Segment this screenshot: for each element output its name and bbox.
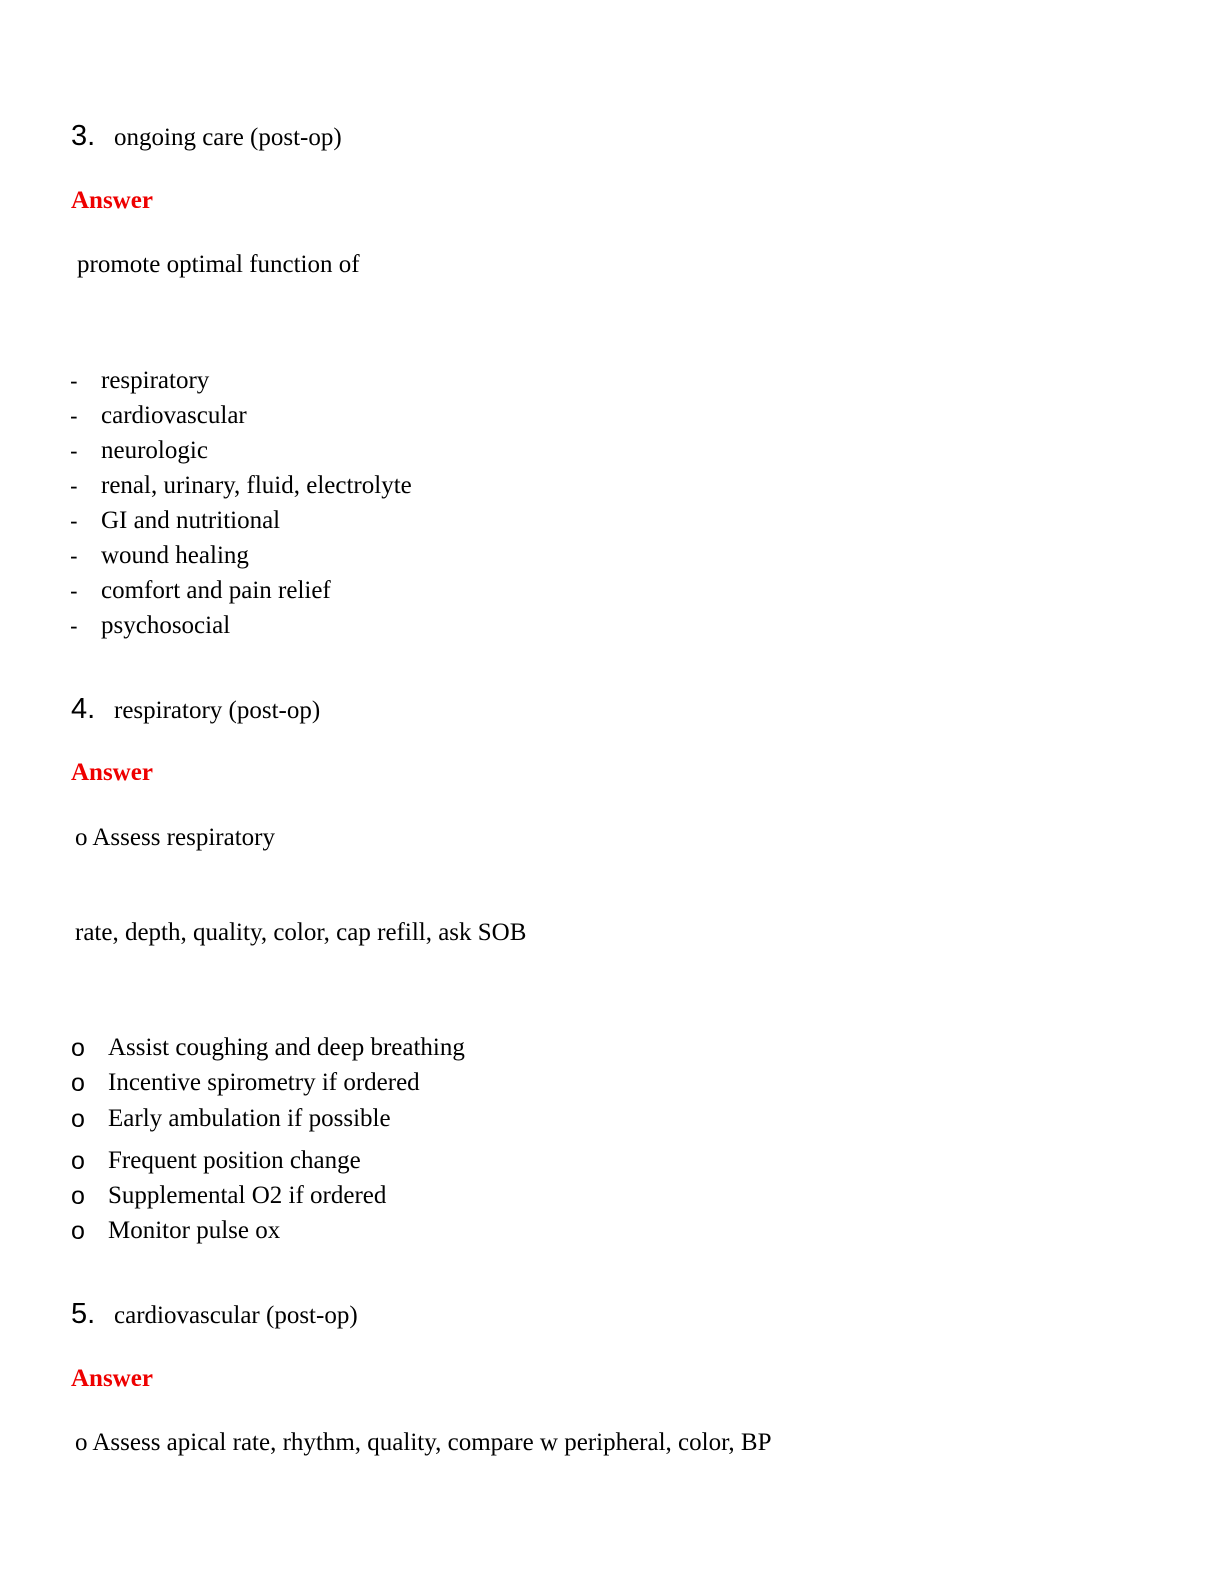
circle-bullet: o — [71, 1217, 85, 1245]
circle-bullet: o — [71, 1034, 85, 1062]
list-item: Early ambulation if possible — [108, 1105, 391, 1132]
circle-bullet: o — [71, 1182, 85, 1210]
question-4-title: respiratory (post-op) — [114, 697, 321, 724]
dash-bullet: - — [70, 578, 78, 604]
question-4-assess: o Assess respiratory — [75, 824, 275, 851]
question-5-answer-label: Answer — [71, 1365, 153, 1392]
list-item: neurologic — [101, 437, 208, 464]
circle-bullet: o — [71, 1105, 85, 1133]
list-item: comfort and pain relief — [101, 577, 331, 604]
question-3-intro: promote optimal function of — [77, 251, 360, 278]
question-4-details: rate, depth, quality, color, cap refill, ask SOB — [75, 919, 527, 946]
question-3-title: ongoing care (post-op) — [114, 124, 342, 151]
list-item: renal, urinary, fluid, electrolyte — [101, 472, 412, 499]
list-item: Supplemental O2 if ordered — [108, 1182, 387, 1209]
dash-bullet: - — [70, 543, 78, 569]
dash-bullet: - — [70, 368, 78, 394]
question-4-answer-label: Answer — [71, 759, 153, 786]
list-item: psychosocial — [101, 612, 231, 639]
dash-bullet: - — [70, 613, 78, 639]
dash-bullet: - — [70, 403, 78, 429]
circle-bullet: o — [71, 1069, 85, 1097]
question-5-title: cardiovascular (post-op) — [114, 1302, 358, 1329]
dash-bullet: - — [70, 473, 78, 499]
list-item: Monitor pulse ox — [108, 1217, 281, 1244]
list-item: GI and nutritional — [101, 507, 281, 534]
list-item: Assist coughing and deep breathing — [108, 1034, 465, 1061]
list-item: wound healing — [101, 542, 249, 569]
circle-bullet: o — [71, 1147, 85, 1175]
dash-bullet: - — [70, 508, 78, 534]
list-item: Incentive spirometry if ordered — [108, 1069, 420, 1096]
question-3-answer-label: Answer — [71, 187, 153, 214]
list-item: respiratory — [101, 367, 210, 394]
list-item: Frequent position change — [108, 1147, 361, 1174]
list-item: cardiovascular — [101, 402, 247, 429]
question-3-number: 3. — [71, 120, 96, 152]
dash-bullet: - — [70, 438, 78, 464]
question-4-number: 4. — [71, 693, 96, 725]
question-5-number: 5. — [71, 1298, 96, 1330]
question-5-assess: o Assess apical rate, rhythm, quality, compare w peripheral, color, BP — [75, 1429, 772, 1456]
